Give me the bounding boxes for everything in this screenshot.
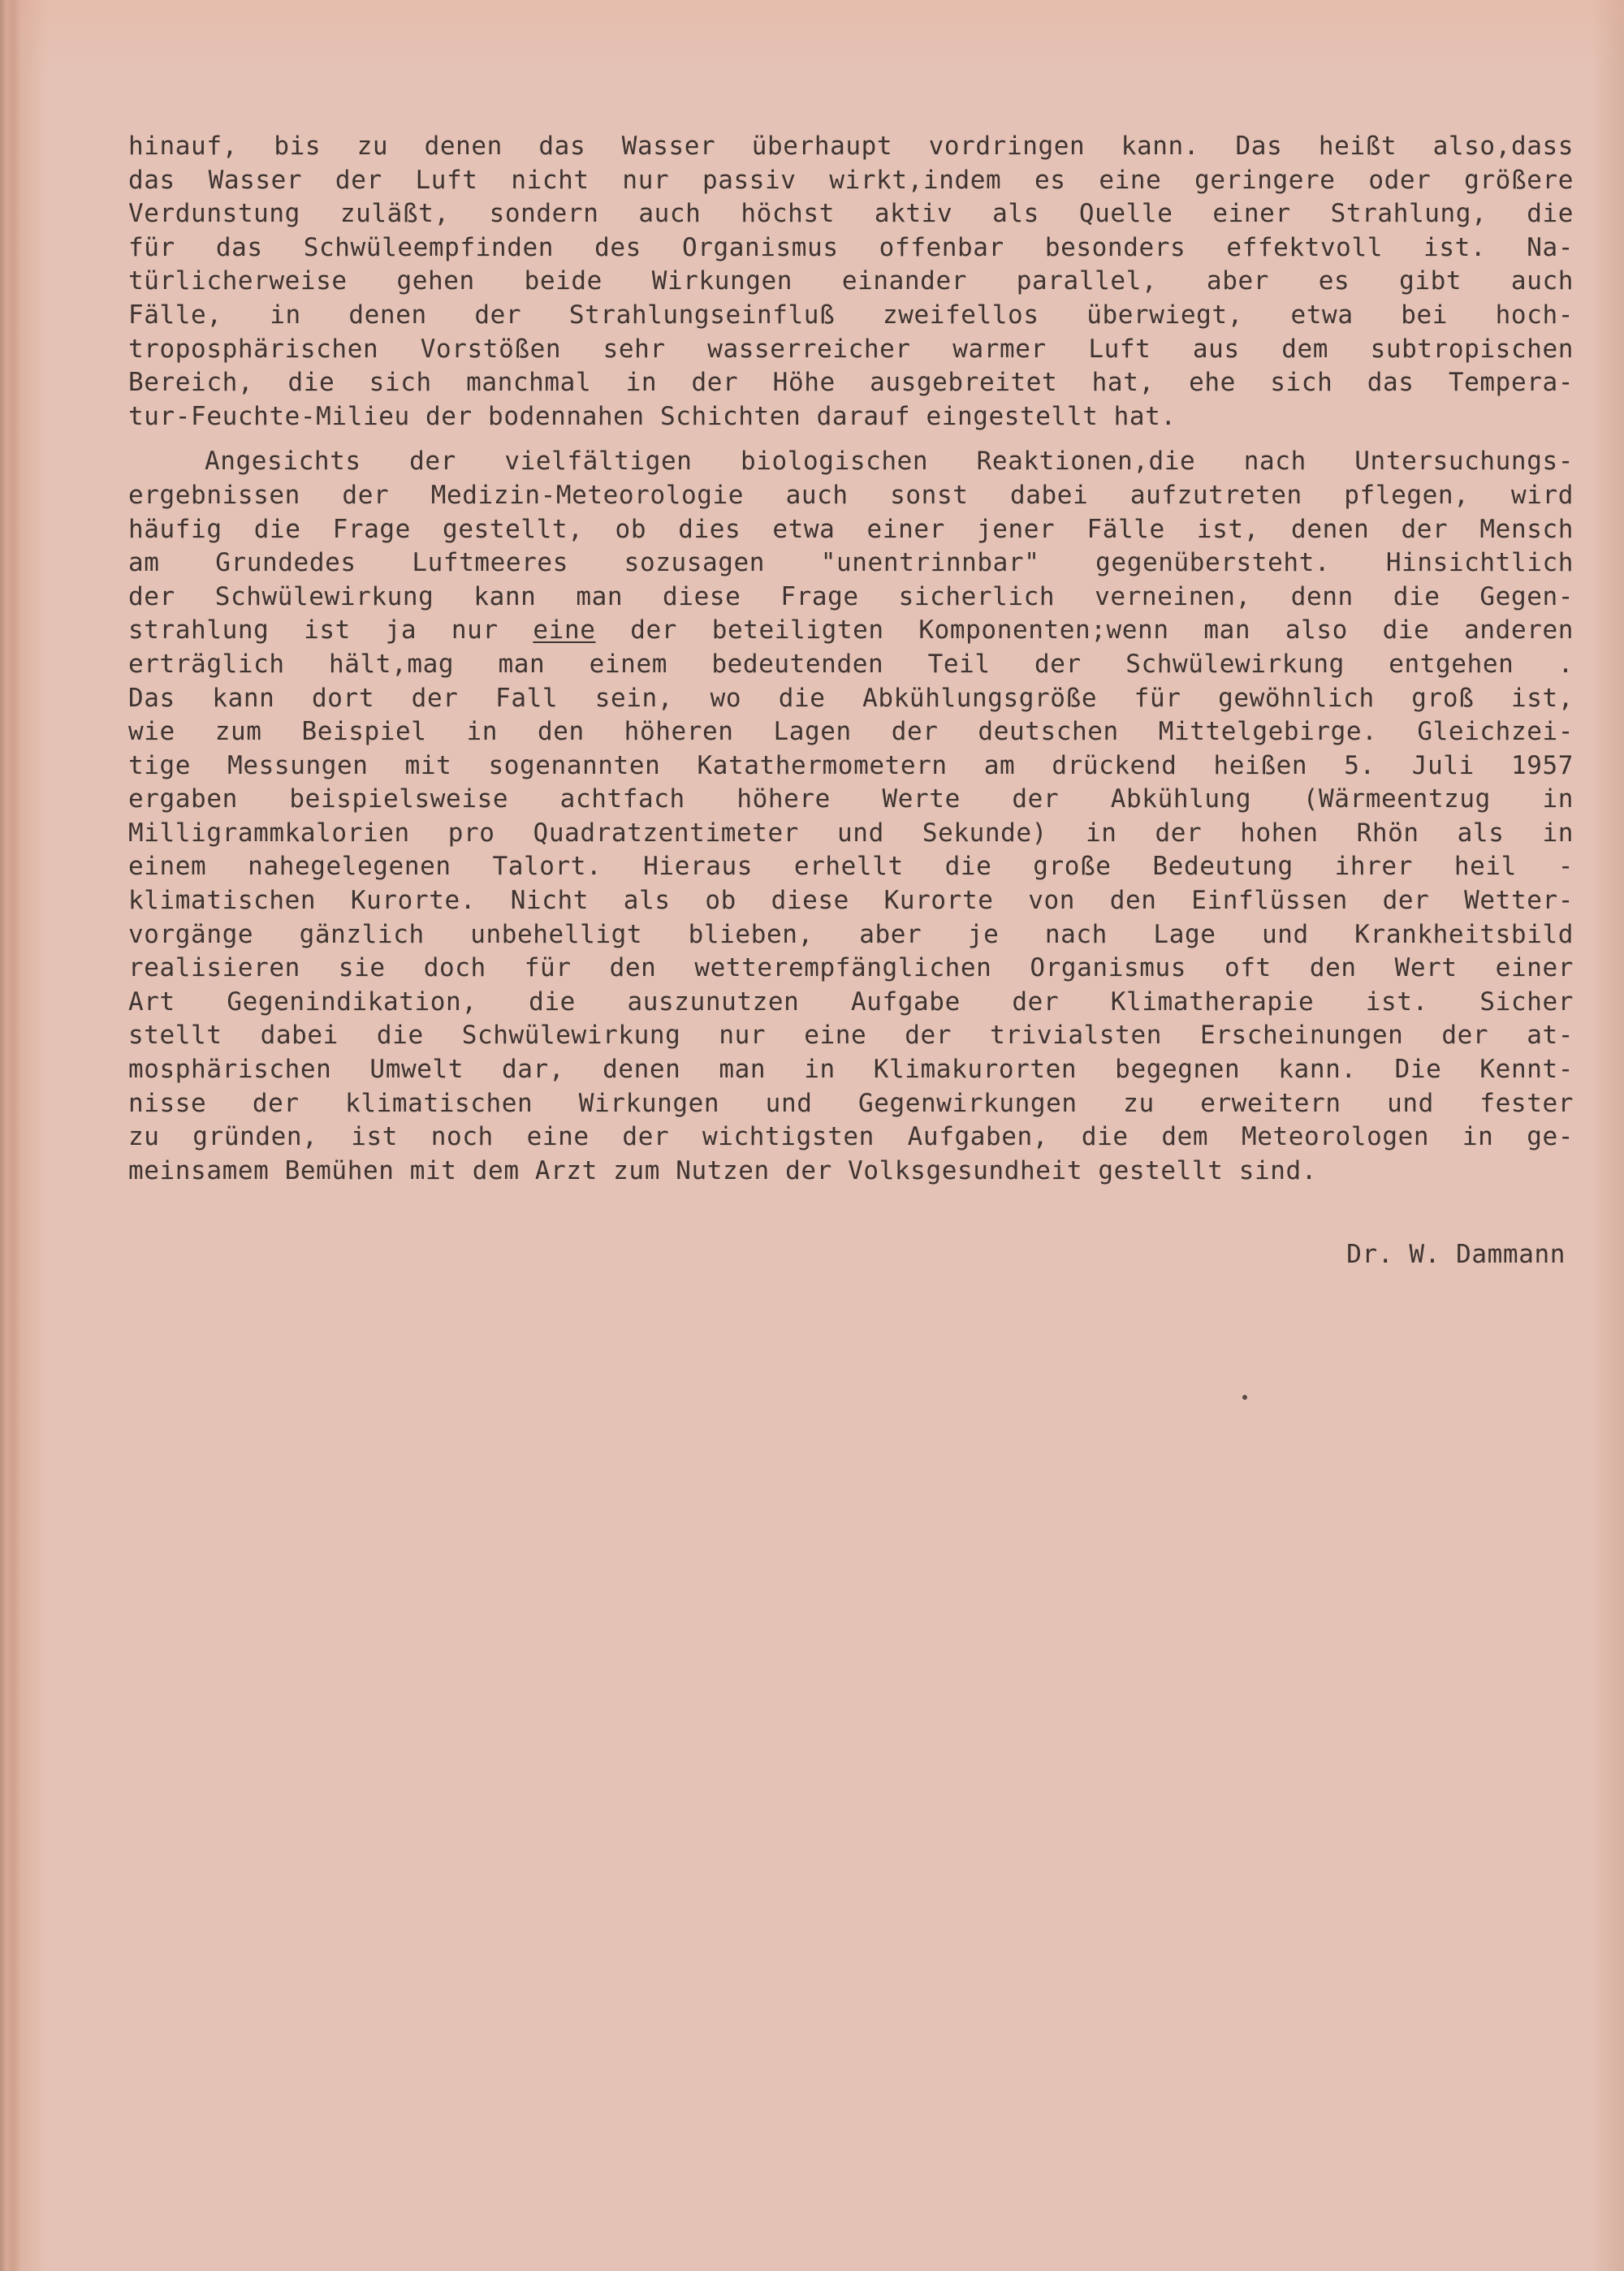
text-line: troposphärischen Vorstößen sehr wasserreicher warmer Luft aus dem subtropischen xyxy=(128,334,1574,364)
document-body xyxy=(128,130,1574,1188)
text-line: häufig die Frage gestellt, ob dies etwa einer jener Fälle ist, denen der Mensch xyxy=(128,514,1574,544)
text-line: Verdunstung zuläßt, sondern auch höchst aktiv als Quelle einer Strahlung, die xyxy=(128,199,1574,229)
text-line: tige Messungen mit sogenannten Katathermometern am drückend heißen 5. Juli 1957 xyxy=(128,750,1574,780)
text-line: das Wasser der Luft nicht nur passiv wirkt,indem es eine geringere oder größere xyxy=(128,165,1574,195)
text-line: erträglich hält,mag man einem bedeutenden Teil der Schwülewirkung entgehen . xyxy=(128,649,1574,679)
text-line: ergebnissen der Medizin-Meteorologie auch sonst dabei aufzutreten pflegen, wird xyxy=(128,480,1574,510)
text-line: mosphärischen Umwelt dar, denen man in Klimakurorten begegnen kann. Die Kennt- xyxy=(128,1055,1574,1085)
author-signature: Dr. W. Dammann xyxy=(1346,1240,1566,1269)
underlined-word: eine xyxy=(533,615,596,645)
text-line: zu gründen, ist noch eine der wichtigsten Aufgaben, die dem Meteorologen in ge- xyxy=(128,1122,1574,1152)
text-fragment: strahlung ist ja nur xyxy=(128,615,533,645)
text-line: Angesichts der vielfältigen biologischen Reaktionen,die nach Untersuchungs- xyxy=(205,447,1574,477)
text-line-with-underline xyxy=(128,614,1574,648)
text-line: Bereich, die sich manchmal in der Höhe ausgebreitet hat, ehe sich das Tempera- xyxy=(128,368,1574,398)
text-fragment: der beteiligten Komponenten;wenn man also die anderen xyxy=(595,615,1574,645)
text-line: realisieren sie doch für den wetterempfänglichen Organismus oft den Wert einer xyxy=(128,953,1574,983)
text-line: Art Gegenindikation, die auszunutzen Aufgabe der Klimatherapie ist. Sicher xyxy=(128,987,1574,1017)
text-line: Milligrammkalorien pro Quadratzentimeter und Sekunde) in der hohen Rhön als in xyxy=(128,818,1574,848)
text-line: klimatischen Kurorte. Nicht als ob diese Kurorte von den Einflüssen der Wetter- xyxy=(128,886,1574,916)
text-line: für das Schwüleempfinden des Organismus offenbar besonders effektvoll ist. Na- xyxy=(128,232,1574,262)
text-line: am Grundedes Luftmeeres sozusagen "unentrinnbar" gegenübersteht. Hinsichtlich xyxy=(128,548,1574,578)
text-line: türlicherweise gehen beide Wirkungen einander parallel, aber es gibt auch xyxy=(128,266,1574,296)
text-line: Fälle, in denen der Strahlungseinfluß zweifellos überwiegt, etwa bei hoch- xyxy=(128,300,1574,330)
text-line: Das kann dort der Fall sein, wo die Abkühlungsgröße für gewöhnlich groß ist, xyxy=(128,683,1574,713)
text-line: der Schwülewirkung kann man diese Frage sicherlich verneinen, denn die Gegen- xyxy=(128,581,1574,611)
text-line: ergaben beispielsweise achtfach höhere Werte der Abkühlung (Wärmeentzug in xyxy=(128,784,1574,814)
text-line: meinsamem Bemühen mit dem Arzt zum Nutzen der Volksgesundheit gestellt sind. xyxy=(128,1155,1318,1185)
paper-edge xyxy=(0,0,21,2271)
text-line: nisse der klimatischen Wirkungen und Gegenwirkungen zu erweitern und fester xyxy=(128,1088,1574,1118)
text-line: vorgänge gänzlich unbehelligt blieben, aber je nach Lage und Krankheitsbild xyxy=(128,919,1574,949)
text-line: stellt dabei die Schwülewirkung nur eine der trivialsten Erscheinungen der at- xyxy=(128,1021,1574,1051)
text-line: wie zum Beispiel in den höheren Lagen der deutschen Mittelgebirge. Gleichzei- xyxy=(128,717,1574,747)
paper-speck xyxy=(1242,1395,1247,1400)
paragraph-2 xyxy=(128,445,1574,1188)
text-line: hinauf, bis zu denen das Wasser überhaupt vordringen kann. Das heißt also,dass xyxy=(128,132,1574,161)
paragraph-1 xyxy=(128,130,1574,434)
text-line: tur-Feuchte-Milieu der bodennahen Schichten darauf eingestellt hat. xyxy=(128,401,1177,431)
text-line: einem nahegelegenen Talort. Hieraus erhellt die große Bedeutung ihrer heil - xyxy=(128,852,1574,882)
